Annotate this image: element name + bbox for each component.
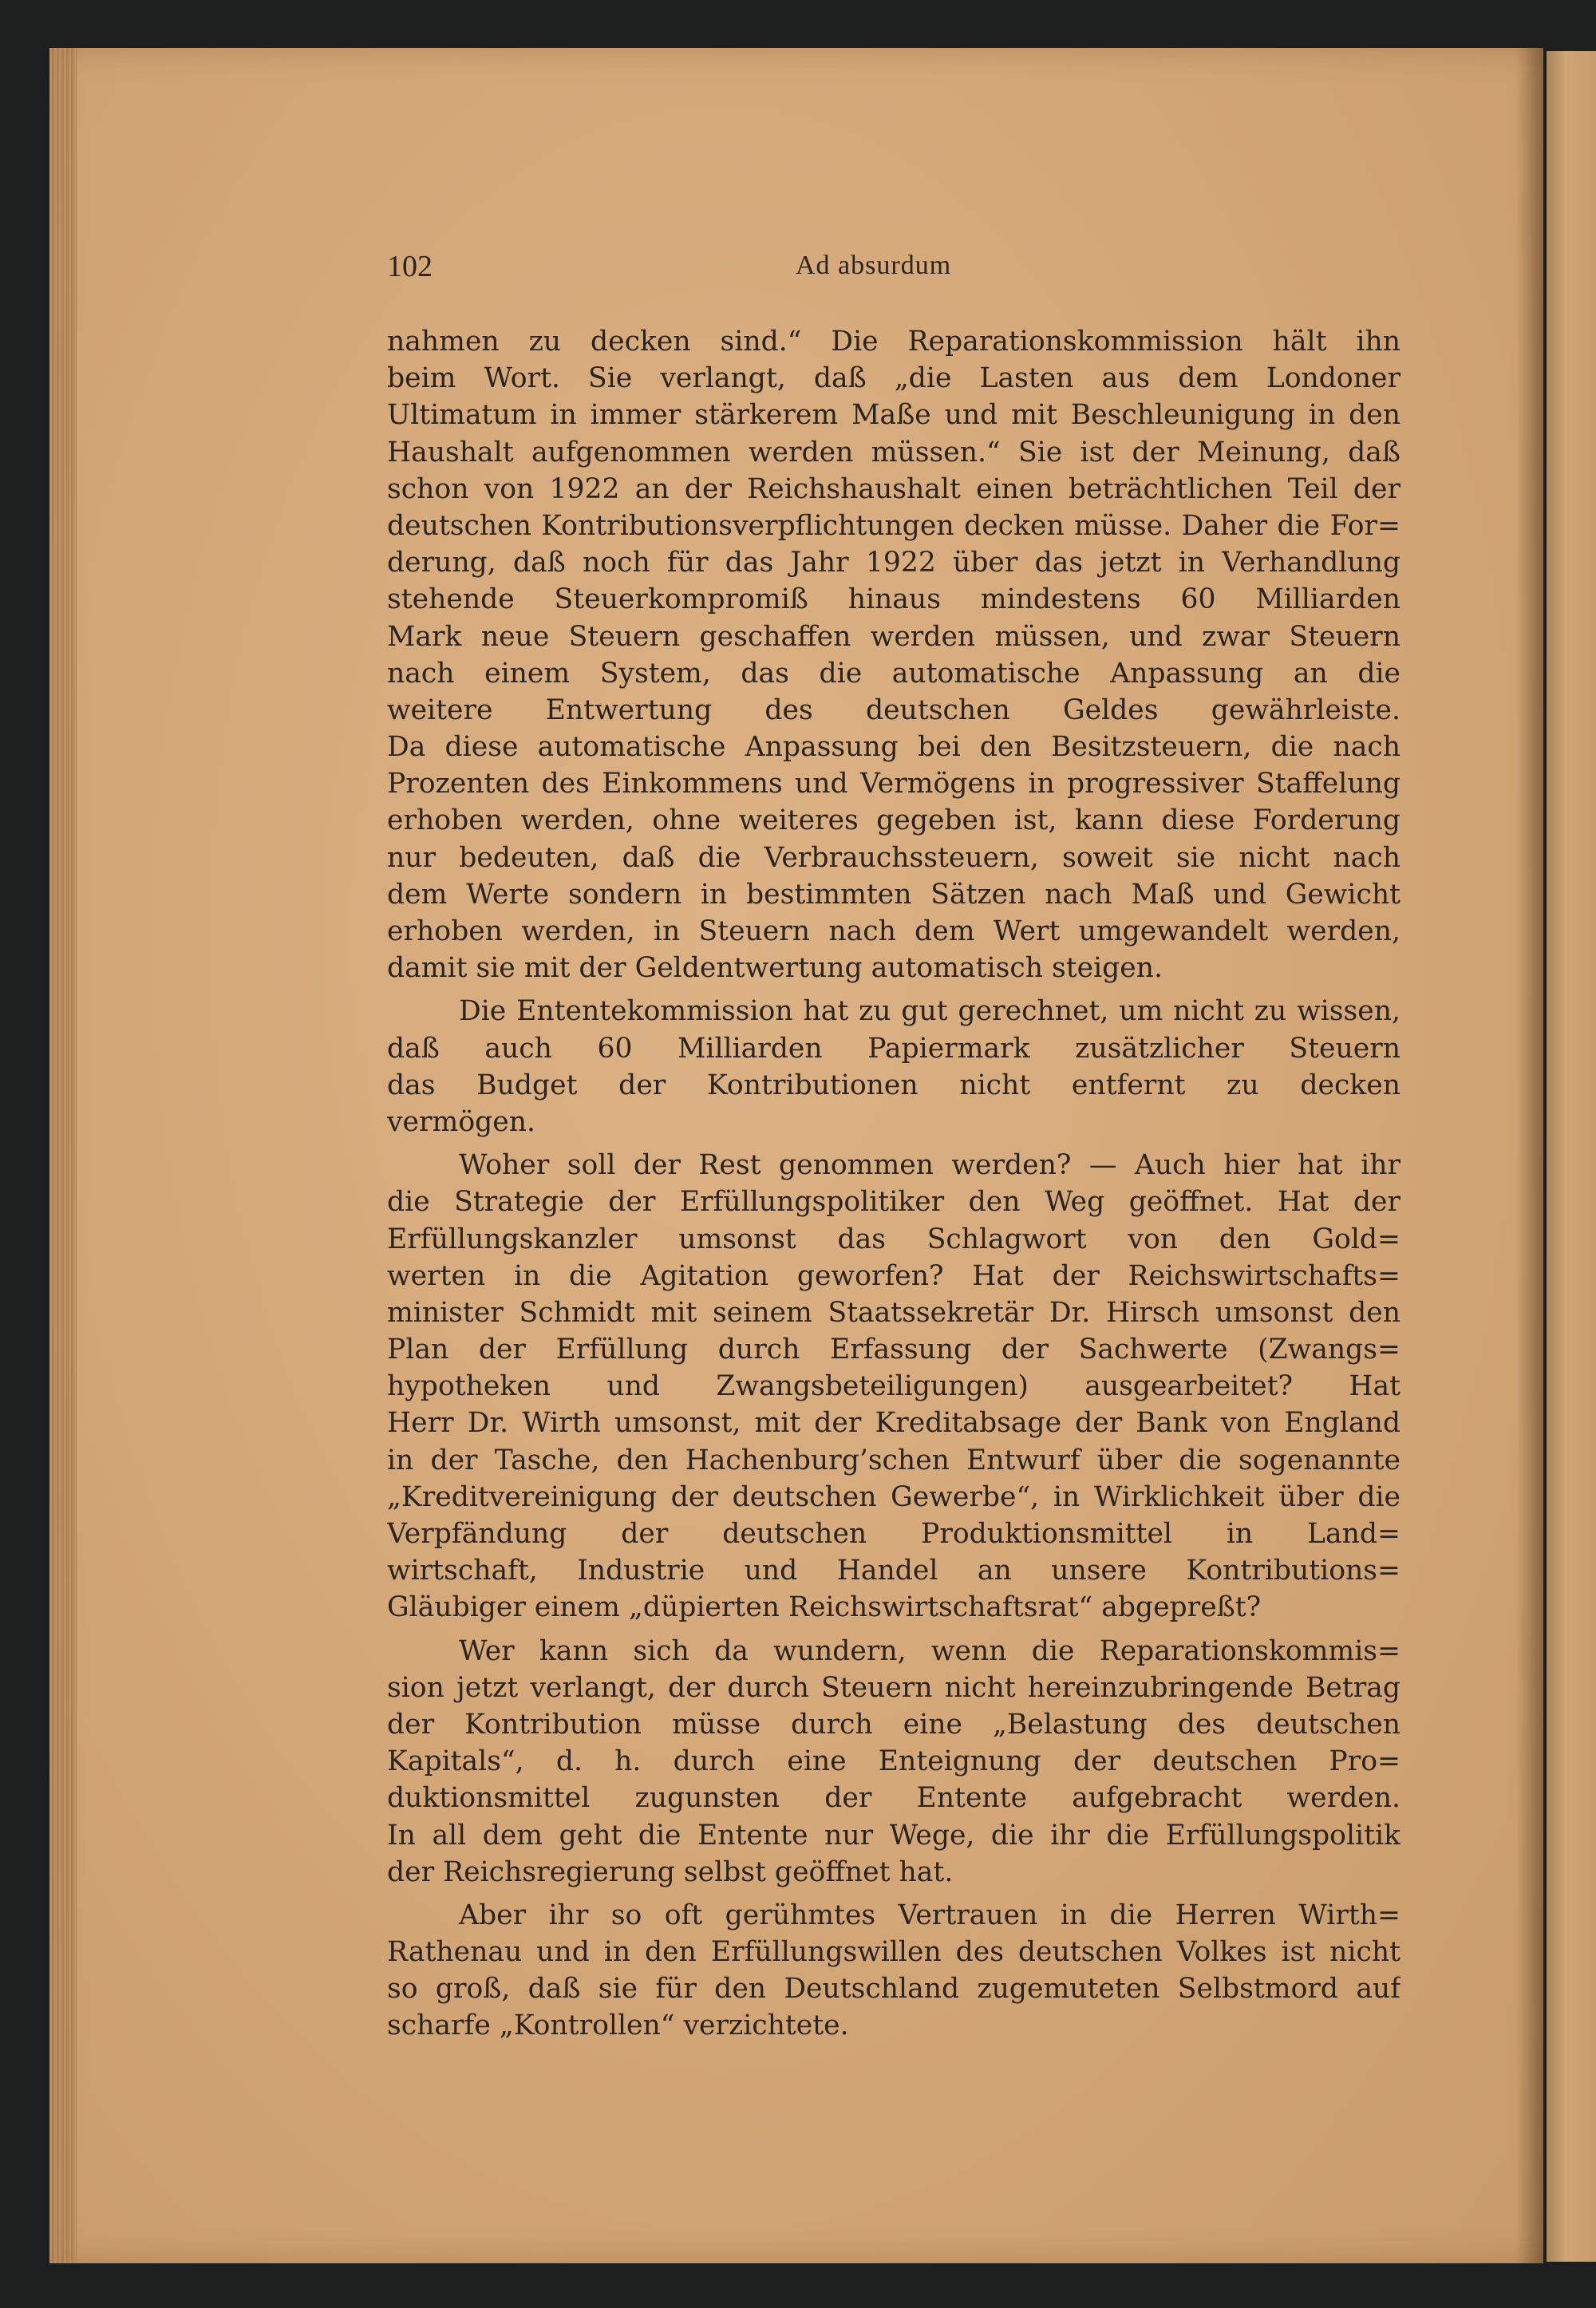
text-line: Die Ententekommission hat zu gut gerechnet, um nicht zu wissen, xyxy=(459,995,1400,1028)
text-line: vermögen. xyxy=(387,1105,535,1138)
text-line: Ultimatum in immer stärkerem Maße und mit Beschleunigung in den xyxy=(387,399,1400,432)
text-line: derung, daß noch für das Jahr 1922 über das jetzt in Verhandlung xyxy=(387,547,1400,579)
text-line: schon von 1922 an der Reichshaushalt einen beträchtlichen Teil der xyxy=(387,472,1400,505)
text-line: die Strategie der Erfüllungspolitiker den Weg geöffnet. Hat der xyxy=(387,1186,1400,1219)
text-line: Prozenten des Einkommens und Vermögens in progressiver Staffelung xyxy=(387,768,1400,800)
text-line: Verpfändung der deutschen Produktionsmittel in Land= xyxy=(387,1518,1400,1550)
text-line: beim Wort. Sie verlangt, daß „die Lasten aus dem Londoner xyxy=(387,362,1400,395)
text-line: der Reichsregierung selbst geöffnet hat. xyxy=(387,1855,954,1888)
text-line: daß auch 60 Milliarden Papiermark zusätzlicher Steuern xyxy=(387,1032,1400,1065)
text-line: Herr Dr. Wirth umsonst, mit der Kreditabsage der Bank von England xyxy=(387,1407,1400,1440)
text-line: erhoben werden, ohne weiteres gegeben ist, kann diese Forderung xyxy=(387,804,1400,837)
text-line: minister Schmidt mit seinem Staatssekretär Dr. Hirsch umsonst den xyxy=(387,1296,1400,1329)
text-line: duktionsmittel zugunsten der Entente aufgebracht werden. xyxy=(387,1782,1400,1815)
text-line: Mark neue Steuern geschaffen werden müssen, und zwar Steuern xyxy=(387,620,1400,653)
text-line: Gläubiger einem „düpierten Reichswirtschaftsrat“ abgepreßt? xyxy=(387,1591,1262,1624)
text-line: so groß, daß sie für den Deutschland zugemuteten Selbstmord auf xyxy=(387,1973,1400,2006)
page-number: 102 xyxy=(387,250,433,283)
text-line: Erfüllungskanzler umsonst das Schlagwort von den Gold= xyxy=(387,1223,1400,1255)
text-line: Plan der Erfüllung durch Erfassung der Sachwerte (Zwangs= xyxy=(387,1334,1400,1366)
text-line: das Budget der Kontributionen nicht entfernt zu decken xyxy=(387,1069,1400,1101)
text-line: nur bedeuten, daß die Verbrauchssteuern, soweit sie nicht nach xyxy=(387,841,1400,874)
body-text xyxy=(387,323,1400,2045)
text-line: Wer kann sich da wundern, wenn die Reparationskommis= xyxy=(459,1634,1400,1667)
facing-page-edge xyxy=(1547,51,1596,2262)
text-line: Aber ihr so oft gerühmtes Vertrauen in die Herren Wirth= xyxy=(459,1899,1400,1931)
text-line: der Kontribution müsse durch eine „Belastung des deutschen xyxy=(387,1708,1400,1741)
text-line: damit sie mit der Geldentwertung automatisch steigen. xyxy=(387,952,1163,985)
text-line: Haushalt aufgenommen werden müssen.“ Sie ist der Meinung, daß xyxy=(387,436,1400,468)
gutter-shadow xyxy=(1516,48,1543,2263)
text-line: Rathenau und in den Erfüllungswillen des deutschen Volkes ist nicht xyxy=(387,1936,1400,1969)
text-line: erhoben werden, in Steuern nach dem Wert umgewandelt werden, xyxy=(387,915,1400,947)
text-line: weitere Entwertung des deutschen Geldes gewährleiste. xyxy=(387,694,1400,726)
text-line: dem Werte sondern in bestimmten Sätzen nach Maß und Gewicht xyxy=(387,878,1400,911)
text-line: werten in die Agitation geworfen? Hat der Reichswirtschafts= xyxy=(387,1259,1400,1292)
text-line: Kapitals“, d. h. durch eine Enteignung der deutschen Pro= xyxy=(387,1745,1400,1778)
text-line: hypotheken und Zwangsbeteiligungen) ausgearbeitet? Hat xyxy=(387,1370,1400,1403)
running-head: Ad absurdum xyxy=(796,251,952,280)
text-line: sion jetzt verlangt, der durch Steuern nicht hereinzubringende Betrag xyxy=(387,1671,1400,1704)
text-line: Woher soll der Rest genommen werden? — Auch hier hat ihr xyxy=(459,1149,1400,1182)
text-line: scharfe „Kontrollen“ verzichtete. xyxy=(387,2010,849,2042)
page-stack-edges xyxy=(49,48,77,2263)
text-line: in der Tasche, den Hachenburg’schen Entwurf über die sogenannte xyxy=(387,1444,1400,1476)
text-line: In all dem geht die Entente nur Wege, die ihr die Erfüllungspolitik xyxy=(387,1819,1400,1852)
page-header xyxy=(387,249,1400,289)
text-line: wirtschaft, Industrie und Handel an unsere Kontributions= xyxy=(387,1555,1400,1587)
text-line: deutschen Kontributionsverpflichtungen decken müsse. Daher die For= xyxy=(387,509,1400,542)
text-line: stehende Steuerkompromiß hinaus mindestens 60 Milliarden xyxy=(387,583,1400,616)
text-line: „Kreditvereinigung der deutschen Gewerbe“, in Wirklichkeit über die xyxy=(387,1480,1400,1513)
text-line: nahmen zu decken sind.“ Die Reparationskommission hält ihn xyxy=(387,326,1400,358)
text-line: Da diese automatische Anpassung bei den Besitzsteuern, die nach xyxy=(387,731,1400,764)
text-line: nach einem System, das die automatische Anpassung an die xyxy=(387,657,1400,690)
